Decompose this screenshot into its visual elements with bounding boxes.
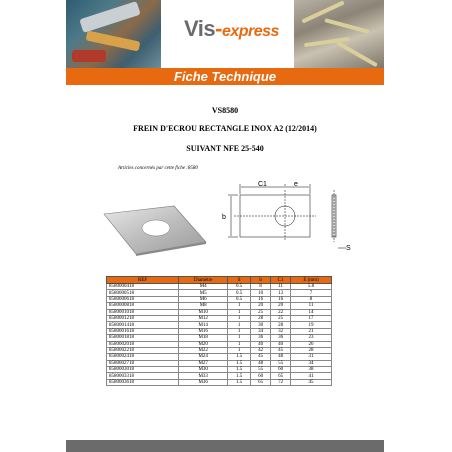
table-cell: 7 xyxy=(291,290,332,296)
table-cell: 8580001418 xyxy=(107,322,179,328)
label-e: e xyxy=(294,181,298,188)
table-cell: 1 xyxy=(228,335,251,341)
table-cell: M5 xyxy=(179,290,228,296)
label-s: S xyxy=(346,245,351,252)
table-cell: 0.5 xyxy=(228,284,251,290)
table-cell: 1.5 xyxy=(228,354,251,360)
table-cell: 42 xyxy=(251,347,271,353)
table-cell: 1 xyxy=(228,303,251,309)
table-cell: 13 xyxy=(271,290,291,296)
table-cell: 26 xyxy=(291,341,332,347)
table-cell: M24 xyxy=(179,354,228,360)
table-cell: 8580000418 xyxy=(107,284,179,290)
table-cell: 1.5 xyxy=(228,379,251,385)
table-cell: 38 xyxy=(291,367,332,373)
washer-drawing xyxy=(102,178,362,268)
table-cell: 5.8 xyxy=(291,284,332,290)
table-cell: M18 xyxy=(179,335,228,341)
col-diametre: Diamètre xyxy=(179,277,228,284)
table-cell: 55 xyxy=(271,360,291,366)
table-cell: 34 xyxy=(251,328,271,334)
technical-sheet xyxy=(66,0,384,452)
table-cell: M36 xyxy=(179,379,228,385)
table-cell: 28 xyxy=(251,315,271,321)
brand-logo xyxy=(184,16,279,42)
table-cell: 28 xyxy=(291,347,332,353)
table-cell: 1 xyxy=(228,309,251,315)
table-cell: 1 xyxy=(228,347,251,353)
col-c1: C1 xyxy=(271,277,291,284)
table-row xyxy=(107,379,332,385)
table-cell: M27 xyxy=(179,360,228,366)
table-cell: 55 xyxy=(251,367,271,373)
header xyxy=(66,0,384,68)
table-cell: 30 xyxy=(251,322,271,328)
label-b: b xyxy=(222,214,226,221)
table-cell: 14 xyxy=(291,309,332,315)
table-cell: 40 xyxy=(251,341,271,347)
banner-title: Fiche Technique xyxy=(173,69,277,84)
table-cell: 45 xyxy=(271,347,291,353)
header-photo-screws xyxy=(294,0,384,68)
col-b: b xyxy=(251,277,271,284)
table-cell: 0.5 xyxy=(228,296,251,302)
table-cell: 23 xyxy=(291,335,332,341)
product-title: FREIN D'ECROU RECTANGLE INOX A2 (12/2014) xyxy=(133,124,317,133)
articles-note: Articles concernés par cette fiche :8580 xyxy=(118,166,198,171)
table-cell: 8580003618 xyxy=(107,379,179,385)
table-cell: M20 xyxy=(179,341,228,347)
label-c1: C1 xyxy=(258,181,267,188)
table-cell: 8580001818 xyxy=(107,335,179,341)
table-cell: 8580000618 xyxy=(107,296,179,302)
table-cell: 1.5 xyxy=(228,367,251,373)
table-cell: 8580000818 xyxy=(107,303,179,309)
table-cell: 1.5 xyxy=(228,373,251,379)
spec-table xyxy=(106,276,332,386)
table-cell: 8580000518 xyxy=(107,290,179,296)
spec-table-body xyxy=(107,284,332,386)
table-header-row xyxy=(107,277,332,284)
table-cell: 36 xyxy=(251,335,271,341)
banner xyxy=(66,68,384,85)
table-cell: 8580003018 xyxy=(107,367,179,373)
table-cell: 1.5 xyxy=(228,360,251,366)
table-cell: 16 xyxy=(271,296,291,302)
washer-3d-view xyxy=(104,206,206,256)
table-cell: 65 xyxy=(271,373,291,379)
table-cell: 60 xyxy=(251,373,271,379)
table-cell: 34 xyxy=(291,360,332,366)
table-cell: 22 xyxy=(271,309,291,315)
col-ref: REF xyxy=(107,277,179,284)
table-cell: 60 xyxy=(271,367,291,373)
table-cell: 8580001618 xyxy=(107,328,179,334)
table-cell: 28 xyxy=(271,322,291,328)
table-cell: 25 xyxy=(271,315,291,321)
table-cell: 45 xyxy=(251,354,271,360)
footer-bar xyxy=(66,440,384,452)
table-cell: 11 xyxy=(271,284,291,290)
table-cell: 31 xyxy=(291,354,332,360)
table-cell: 32 xyxy=(271,328,291,334)
table-cell: M8 xyxy=(179,303,228,309)
table-cell: 1 xyxy=(228,315,251,321)
brand-express: express xyxy=(221,23,279,40)
table-cell: 40 xyxy=(271,341,291,347)
table-cell: M30 xyxy=(179,367,228,373)
table-cell: 8580002218 xyxy=(107,347,179,353)
table-cell: 20 xyxy=(251,303,271,309)
col-e: E (mm) xyxy=(291,277,332,284)
table-cell: 25 xyxy=(251,309,271,315)
table-cell: M33 xyxy=(179,373,228,379)
table-cell: 8580002718 xyxy=(107,360,179,366)
table-cell: M14 xyxy=(179,322,228,328)
header-photo-tools xyxy=(66,0,161,68)
table-cell: 8580002418 xyxy=(107,354,179,360)
brand-vis: Vis xyxy=(184,16,216,41)
table-cell: 1 xyxy=(228,341,251,347)
washer-front-view xyxy=(228,184,346,248)
table-cell: 0.5 xyxy=(228,290,251,296)
table-cell: 45 xyxy=(291,379,332,385)
table-cell: M12 xyxy=(179,315,228,321)
table-cell: 48 xyxy=(251,360,271,366)
table-cell: 48 xyxy=(271,354,291,360)
table-cell: 10 xyxy=(251,290,271,296)
table-cell: 72 xyxy=(271,379,291,385)
table-cell: 8580002018 xyxy=(107,341,179,347)
table-cell: 1 xyxy=(228,322,251,328)
table-cell: 65 xyxy=(251,379,271,385)
table-cell: 21 xyxy=(291,328,332,334)
table-cell: 36 xyxy=(271,335,291,341)
table-cell: 19 xyxy=(291,322,332,328)
table-cell: M22 xyxy=(179,347,228,353)
table-cell: 8580003318 xyxy=(107,373,179,379)
table-cell: 1 xyxy=(228,328,251,334)
table-cell: 8 xyxy=(251,284,271,290)
table-cell: 11 xyxy=(291,303,332,309)
table-cell: 8580001018 xyxy=(107,309,179,315)
table-cell: 8 xyxy=(291,296,332,302)
table-cell: 16 xyxy=(251,296,271,302)
table-cell: 41 xyxy=(291,373,332,379)
standard: SUIVANT NFE 25-540 xyxy=(186,144,264,153)
table-cell: M10 xyxy=(179,309,228,315)
table-cell: M6 xyxy=(179,296,228,302)
col-s: S xyxy=(228,277,251,284)
table-cell: 8580001218 xyxy=(107,315,179,321)
ref-code: VS8580 xyxy=(211,106,239,115)
table-cell: 17 xyxy=(291,315,332,321)
table-cell: M16 xyxy=(179,328,228,334)
table-cell: 20 xyxy=(271,303,291,309)
brand-dash: - xyxy=(215,16,222,41)
table-cell: M4 xyxy=(179,284,228,290)
